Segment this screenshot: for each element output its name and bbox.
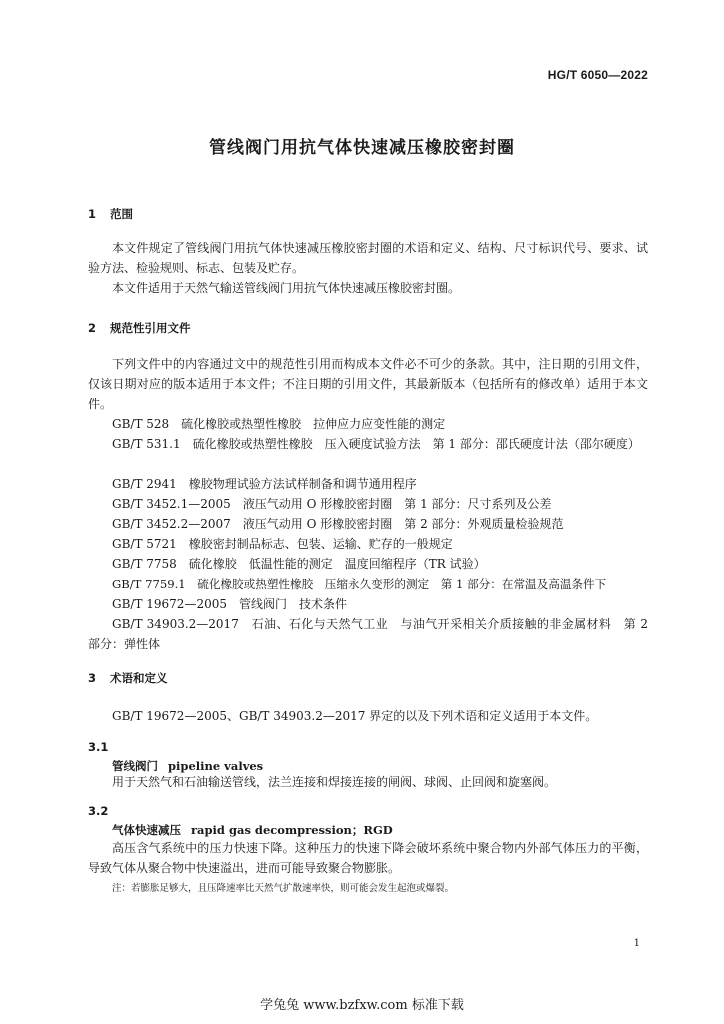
- term-number: 3.2: [88, 804, 109, 818]
- section-number: 2: [88, 321, 97, 335]
- reference-item: GB/T 5721 橡胶密封制品标志、包装、运输、贮存的一般规定: [112, 537, 453, 551]
- references-intro: 下列文件中的内容通过文中的规范性引用而构成本文件必不可少的条款。其中，注日期的引用文件，仅该日期对应的版本适用于本文件；不注日期的引用文件，其最新版本（包括所有的修改单）适用于本文件。: [88, 357, 648, 411]
- section-number: 1: [88, 207, 97, 221]
- term-name-en: pipeline valves: [168, 759, 264, 773]
- section-title: 规范性引用文件: [110, 321, 191, 335]
- section-2-heading: [88, 320, 191, 336]
- document-title: 管线阀门用抗气体快速减压橡胶密封圈: [209, 138, 515, 158]
- standard-number: HG/T 6050—2022: [547, 68, 648, 82]
- section-title: 术语和定义: [110, 671, 168, 685]
- footer-watermark: 学兔兔 www.bzfxw.com 标准下载: [260, 998, 464, 1013]
- term-name-cn: 气体快速减压: [112, 823, 181, 837]
- reference-item: GB/T 19672—2005 管线阀门 技术条件: [112, 597, 347, 611]
- scope-paragraph-1: 本文件规定了管线阀门用抗气体快速减压橡胶密封圈的术语和定义、结构、尺寸标识代号、要求、试验方法、检验规则、标志、包装及贮存。: [88, 241, 648, 275]
- term-definition: 高压含气系统中的压力快速下降。这种压力的快速下降会破坏系统中聚合物内外部气体压力的平衡，导致气体从聚合物中快速溢出，进而可能导致聚合物膨胀。: [88, 841, 648, 875]
- term-note: 注：若膨胀足够大，且压降速率比天然气扩散速率快，则可能会发生起泡或爆裂。: [112, 883, 455, 894]
- reference-item: GB/T 3452.1—2005 液压气动用 O 形橡胶密封圈 第 1 部分：尺寸系列及公差: [112, 497, 552, 511]
- reference-item: GB/T 528 硫化橡胶或热塑性橡胶 拉伸应力应变性能的测定: [112, 417, 446, 431]
- term-number: 3.1: [88, 740, 109, 754]
- term-name-en: rapid gas decompression；RGD: [191, 823, 393, 837]
- reference-item: GB/T 3452.2—2007 液压气动用 O 形橡胶密封圈 第 2 部分：外观质量检验规范: [112, 517, 564, 531]
- reference-item: GB/T 7759.1 硫化橡胶或热塑性橡胶 压缩永久变形的测定 第 1 部分：在常温及高温条件下: [112, 577, 607, 591]
- term-definition: 用于天然气和石油输送管线，法兰连接和焊接连接的闸阀、球阀、止回阀和旋塞阀。: [112, 775, 557, 789]
- reference-item: GB/T 7758 硫化橡胶 低温性能的测定 温度回缩程序（TR 试验）: [112, 557, 486, 571]
- section-1-heading: [88, 206, 133, 222]
- reference-item: GB/T 531.1 硫化橡胶或热塑性橡胶 压入硬度试验方法 第 1 部分：邵氏硬度计法（邵尔硬度）: [112, 437, 640, 451]
- section-3-heading: [88, 670, 168, 686]
- term-name-cn: 管线阀门: [112, 759, 158, 773]
- reference-item: GB/T 2941 橡胶物理试验方法试样制备和调节通用程序: [112, 477, 417, 491]
- section-title: 范围: [110, 207, 134, 221]
- page-number: 1: [633, 938, 640, 949]
- terms-intro: GB/T 19672—2005、GB/T 34903.2—2017 界定的以及下列术语和定义适用于本文件。: [112, 709, 598, 723]
- reference-item: GB/T 34903.2—2017 石油、石化与天然气工业 与油气开采相关介质接触的非金属材料 第 2 部分：弹性体: [88, 617, 648, 651]
- scope-paragraph-2: 本文件适用于天然气输送管线阀门用抗气体快速减压橡胶密封圈。: [112, 281, 461, 295]
- section-number: 3: [88, 671, 97, 685]
- term-name: [112, 822, 393, 838]
